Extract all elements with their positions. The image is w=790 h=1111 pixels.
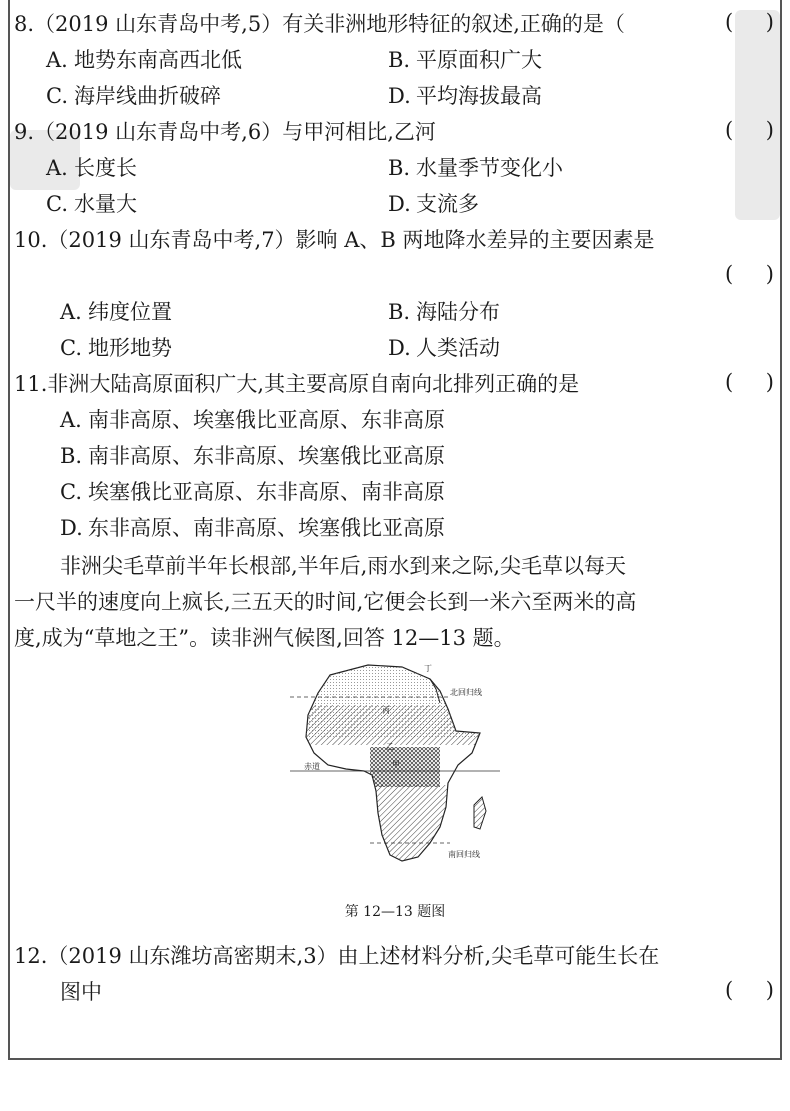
africa-climate-map [290, 657, 500, 877]
passage-line-2: 一尺半的速度向上疯长,三五天的时间,它便会长到一米六至两米的高 [14, 590, 637, 614]
question-8-stem: 8.（2019 山东青岛中考,5）有关非洲地形特征的叙述,正确的是（ [14, 12, 625, 36]
question-10-answer-paren[interactable]: ( ) [724, 262, 774, 286]
label-ding: 丁 [424, 664, 432, 673]
label-jia: 甲 [392, 760, 400, 769]
question-8-option-a[interactable]: A. 地势东南高西北低 [46, 48, 242, 72]
question-9-option-c[interactable]: C. 水量大 [46, 192, 137, 216]
figure-caption: 第 12—13 题图 [344, 904, 446, 920]
question-9-stem: 9.（2019 山东青岛中考,6）与甲河相比,乙河 [14, 120, 436, 144]
question-8-option-b[interactable]: B. 平原面积广大 [388, 48, 542, 72]
background-watermark-right [735, 10, 780, 220]
question-9-answer-paren[interactable]: ( ) [724, 118, 774, 142]
question-8-option-d[interactable]: D. 平均海拔最高 [388, 84, 542, 108]
question-9-option-a[interactable]: A. 长度长 [46, 156, 137, 180]
question-10-stem: 10.（2019 山东青岛中考,7）影响 A、B 两地降水差异的主要因素是 [14, 228, 655, 252]
label-bing: 丙 [382, 706, 390, 715]
question-12-answer-paren[interactable]: ( ) [724, 978, 774, 1002]
label-yi: 乙 [386, 742, 394, 751]
passage-line-3: 度,成为“草地之王”。读非洲气候图,回答 12—13 题。 [14, 626, 515, 650]
label-south-tropic: 南回归线 [448, 850, 480, 859]
question-11-answer-paren[interactable]: ( ) [724, 370, 774, 394]
question-10-option-c[interactable]: C. 地形地势 [60, 336, 172, 360]
passage-line-1: 非洲尖毛草前半年长根部,半年后,雨水到来之际,尖毛草以每天 [60, 554, 627, 578]
question-10-option-b[interactable]: B. 海陆分布 [388, 300, 500, 324]
question-9-option-b[interactable]: B. 水量季节变化小 [388, 156, 563, 180]
question-11-option-a[interactable]: A. 南非高原、埃塞俄比亚高原、东非高原 [60, 408, 445, 432]
question-12-stem-line-1: 12.（2019 山东潍坊高密期末,3）由上述材料分析,尖毛草可能生长在 [14, 944, 660, 968]
question-8-option-c[interactable]: C. 海岸线曲折破碎 [46, 84, 221, 108]
question-9-option-d[interactable]: D. 支流多 [388, 192, 479, 216]
question-11-stem: 11.非洲大陆高原面积广大,其主要高原自南向北排列正确的是 [14, 372, 580, 396]
question-10-option-d[interactable]: D. 人类活动 [388, 336, 500, 360]
label-equator: 赤道 [304, 762, 320, 771]
question-11-option-b[interactable]: B. 南非高原、东非高原、埃塞俄比亚高原 [60, 444, 445, 468]
question-11-option-d[interactable]: D. 东非高原、南非高原、埃塞俄比亚高原 [60, 516, 445, 540]
label-north-tropic: 北回归线 [450, 688, 482, 697]
question-10-option-a[interactable]: A. 纬度位置 [60, 300, 172, 324]
reading-passage [14, 548, 774, 656]
question-12-stem-line-2: 图中 [60, 980, 102, 1004]
question-8-answer-paren[interactable]: ( ) [724, 10, 774, 34]
question-11-option-c[interactable]: C. 埃塞俄比亚高原、东非高原、南非高原 [60, 480, 445, 504]
